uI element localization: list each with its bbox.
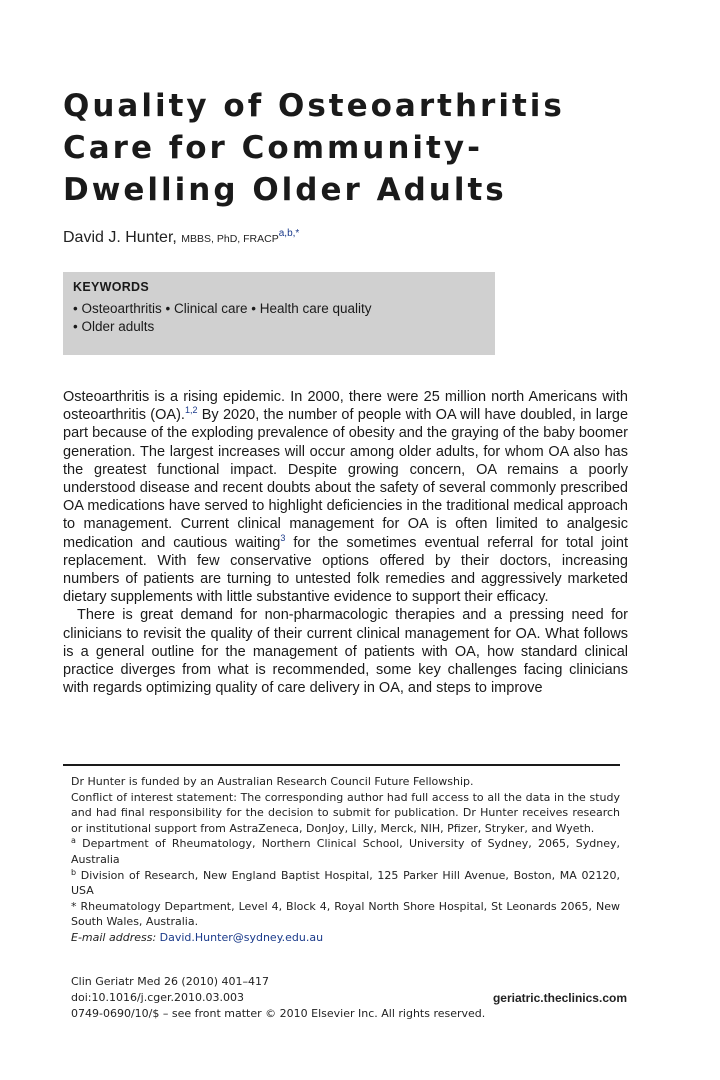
reference-link[interactable]: 1,2	[184, 405, 198, 416]
footnote-affiliation-a	[71, 836, 620, 867]
affiliation-text: Department of Rheumatology, Northern Clinical School, University of Sydney, 2065, Sydney, Australia	[71, 837, 620, 866]
affiliation-text: Division of Research, New England Baptist Hospital, 125 Parker Hill Avenue, Boston, MA 02120, USA	[71, 868, 620, 898]
keywords-box	[63, 272, 495, 355]
body-paragraph: There is great demand for non-pharmacologic therapies and a pressing need for clinicians to revisit the quality of their current clinical management for OA. What follows is a general outline for the management of patients with OA, how standard clinical practice diverges from what is recommended, some key challenges facing clinicians with regards optimizing quality of care delivery in OA, and steps to improve	[63, 607, 628, 697]
title-line: Care for Community-	[63, 130, 483, 166]
body-text: By 2020, the number of people with OA will have doubled, in large part because of the exploding prevalence of obesity and the graying of the baby boomer generation. The largest increases will occur among older adults, for whom OA also has the greatest functional impact. Despite growing concern, OA remains a poorly understood disease and recent doubts about the safety of several commonly prescribed OA medications have served to highlight deficiencies in the traditional medical approach to management. Current clinical management for OA is often limited to analgesic medication and cautious waiting	[63, 407, 629, 551]
email-label: E-mail address:	[71, 930, 157, 944]
body-text: Osteoarthritis is a rising epidemic. In 2000, there were 25 million north Americans with osteoarthritis (OA).	[63, 389, 628, 424]
body-text: for the sometimes eventual referral for total joint replacement. With few conservative options offered by their doctors, increasing numbers of patients are turning to untested folk remedies and aggressively marketed dietary supplements with little substantive evidence to support their efficacy.	[63, 534, 628, 606]
footnote-conflict: Conflict of interest statement: The corresponding author had full access to all the data in the study and had final responsibility for the decision to submit for publication. Dr Hunter receives research or institutional support from AstraZeneca, DonJoy, Lilly, Merck, NIH, Pfizer, Stryker, and Wyeth.	[71, 790, 620, 835]
keywords-line: • Osteoarthritis • Clinical care • Health care quality	[73, 301, 372, 316]
footnote-affiliation-b	[71, 868, 620, 899]
copyright: 0749-0690/10/$ – see front matter © 2010 Elsevier Inc. All rights reserved.	[71, 1007, 486, 1020]
body-paragraph	[63, 388, 628, 606]
author-credentials: MBBS, PhD, FRACP	[181, 233, 279, 245]
journal-citation: Clin Geriatr Med 26 (2010) 401–417	[71, 975, 269, 988]
email-link[interactable]: David.Hunter@sydney.edu.au	[159, 930, 324, 944]
author-affiliation-marks[interactable]: a,b,*	[278, 228, 300, 239]
reference-link[interactable]: 3	[280, 532, 286, 543]
citation-block	[71, 974, 627, 1022]
author-name: David J. Hunter,	[63, 229, 182, 246]
footnote-funding: Dr Hunter is funded by an Australian Research Council Future Fellowship.	[71, 775, 474, 788]
keywords-line: • Older adults	[73, 319, 155, 334]
doi[interactable]: doi:10.1016/j.cger.2010.03.003	[71, 991, 245, 1004]
journal-site-link[interactable]: geriatric.theclinics.com	[492, 991, 627, 1005]
article-body	[63, 388, 628, 697]
article-title	[63, 85, 623, 211]
author-line	[63, 228, 299, 247]
affiliation-mark: a	[71, 836, 76, 846]
footnotes	[71, 774, 620, 946]
affiliation-mark: b	[71, 867, 77, 877]
title-line: Quality of Osteoarthritis	[63, 88, 565, 124]
footnote-correspondence: * Rheumatology Department, Level 4, Block 4, Royal North Shore Hospital, St Leonards 2065, New South Wales, Australia.	[71, 899, 620, 929]
footnote-email	[71, 930, 620, 946]
keywords-heading: KEYWORDS	[73, 280, 150, 294]
footnote-divider	[63, 764, 620, 766]
title-line: Dwelling Older Adults	[63, 172, 507, 208]
